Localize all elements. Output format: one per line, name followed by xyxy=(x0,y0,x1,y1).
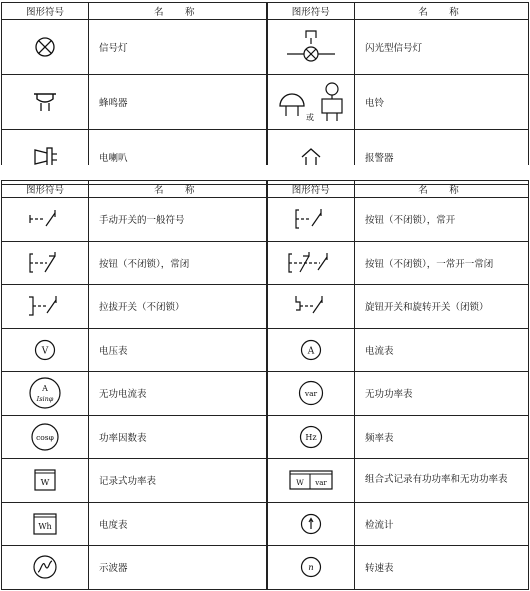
table-row xyxy=(2,198,529,242)
pull-switch-icon xyxy=(27,293,63,319)
symbol-name: 组合式记录有功功率和无功功率表 xyxy=(355,459,529,503)
symbol-name: 按钮（不闭锁），常开 xyxy=(355,198,529,242)
symbol-name: 转速表 xyxy=(355,546,529,590)
meter-label: W xyxy=(295,478,304,488)
table-row xyxy=(2,75,529,130)
symbol-name: 检流计 xyxy=(355,502,529,546)
symbol-name: 蜂鸣器 xyxy=(89,75,267,130)
tachometer-icon xyxy=(299,555,323,579)
header-symbol: 图形符号 xyxy=(2,3,89,20)
symbol-name: 电度表 xyxy=(89,502,267,546)
table-row xyxy=(2,502,529,546)
recording-wattmeter-icon xyxy=(33,468,57,492)
meter-label: Wh xyxy=(38,521,52,531)
buzzer-icon xyxy=(32,91,58,113)
table-row xyxy=(2,241,529,285)
symbol-name: 报警器 xyxy=(355,130,529,185)
meter-label: V xyxy=(41,346,49,357)
symbol-name: 手动开关的一般符号 xyxy=(89,198,267,242)
symbol-name: 按钮（不闭锁），一常开一常闭 xyxy=(355,241,529,285)
oscilloscope-icon xyxy=(32,554,58,580)
galvanometer-icon xyxy=(299,512,323,536)
symbol-name: 按钮（不闭锁），常闭 xyxy=(89,241,267,285)
pushbutton-nc-icon xyxy=(27,250,63,276)
frequency-meter-icon xyxy=(298,424,324,450)
table-gap xyxy=(0,165,530,180)
table-row xyxy=(2,546,529,590)
table-row xyxy=(2,20,529,75)
pushbutton-no-icon xyxy=(293,206,329,232)
meter-label: W xyxy=(40,478,50,489)
symbol-name: 旋钮开关和旋转开关（闭锁） xyxy=(355,285,529,329)
meter-label: var xyxy=(304,389,317,399)
symbol-name: 拉拔开关（不闭锁） xyxy=(89,285,267,329)
symbol-name: 无功电流表 xyxy=(89,372,267,416)
table-header-row xyxy=(2,181,529,198)
flashing-signal-lamp-icon xyxy=(283,28,339,66)
joiner-or: 或 xyxy=(305,113,314,122)
symbol-name: 信号灯 xyxy=(89,20,267,75)
power-factor-meter-icon xyxy=(28,422,62,452)
meter-sublabel: Isinφ xyxy=(36,395,54,404)
varmeter-icon xyxy=(297,379,325,407)
table-row xyxy=(2,459,529,503)
reactive-ammeter-icon xyxy=(28,376,62,410)
symbol-name: 示波器 xyxy=(89,546,267,590)
header-symbol: 图形符号 xyxy=(2,181,89,198)
symbol-name: 记录式功率表 xyxy=(89,459,267,503)
table-row xyxy=(2,372,529,416)
symbol-name: 电喇叭 xyxy=(89,130,267,185)
meter-label: cosφ xyxy=(36,432,54,442)
rotary-switch-icon xyxy=(293,293,329,319)
table-row xyxy=(2,328,529,372)
combined-recorder-icon xyxy=(288,469,334,491)
meter-sublabel: var xyxy=(315,479,327,488)
symbol-name: 闪光型信号灯 xyxy=(355,20,529,75)
table-row xyxy=(2,415,529,459)
header-symbol: 图形符号 xyxy=(267,181,355,198)
symbol-name: 频率表 xyxy=(355,415,529,459)
symbol-name: 电压表 xyxy=(89,328,267,372)
pushbutton-no-nc-icon xyxy=(286,250,336,276)
table-row xyxy=(2,285,529,329)
ammeter-icon xyxy=(299,338,323,362)
meter-label: A xyxy=(307,346,314,357)
header-symbol: 图形符号 xyxy=(267,3,355,20)
watt-hour-meter-icon xyxy=(32,512,58,536)
meter-label: n xyxy=(308,563,314,574)
symbol-name: 功率因数表 xyxy=(89,415,267,459)
signal-lamp-icon xyxy=(33,35,57,59)
meter-label: Hz xyxy=(305,432,317,442)
header-name: 名 称 xyxy=(355,181,529,198)
meter-label: A xyxy=(42,384,48,394)
table-header-row xyxy=(2,3,529,20)
electric-bell-icon xyxy=(276,80,346,124)
header-name: 名 称 xyxy=(355,3,529,20)
header-name: 名 称 xyxy=(89,3,267,20)
symbol-name: 电流表 xyxy=(355,328,529,372)
symbol-name: 无功功率表 xyxy=(355,372,529,416)
voltmeter-icon xyxy=(33,338,57,362)
switches-meters-table xyxy=(1,180,529,590)
symbol-name: 电铃 xyxy=(355,75,529,130)
signal-devices-table xyxy=(1,2,529,185)
manual-switch-icon xyxy=(27,208,63,230)
header-name: 名 称 xyxy=(89,181,267,198)
